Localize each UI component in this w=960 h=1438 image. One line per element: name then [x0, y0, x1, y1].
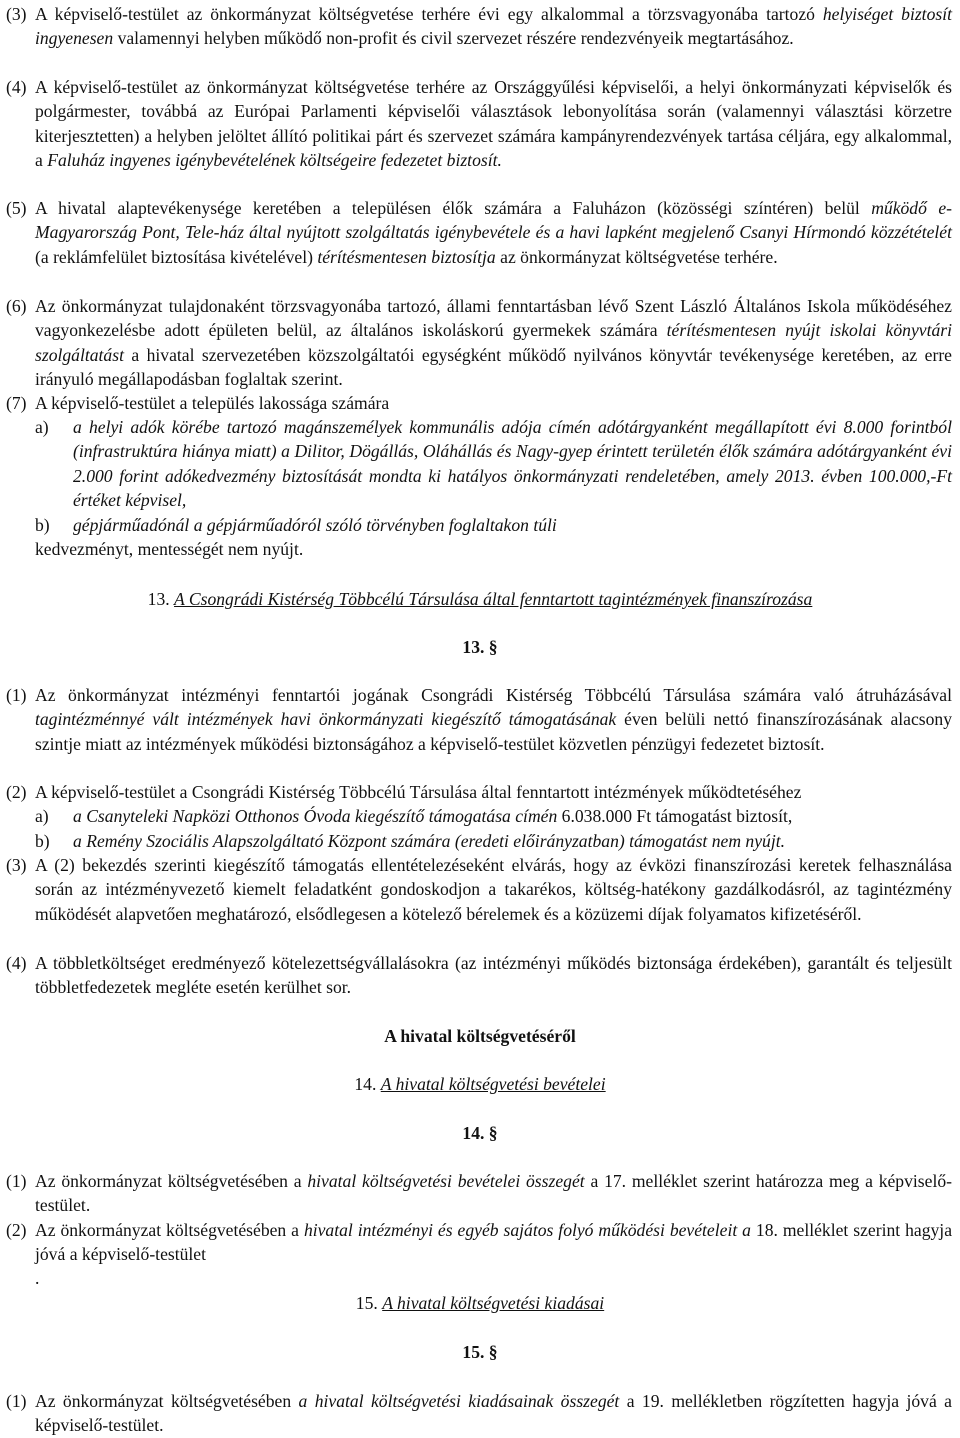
paragraph-7-tail: kedvezményt, mentességét nem nyújt. — [35, 539, 304, 559]
chapter-heading: A hivatal költségvetéséről — [384, 1026, 576, 1046]
section-15-paragraph-1: (1) Az önkormányzat költségvetésében a hivatal költségvetési kiadásainak összegét a 19. mellékletben rögzítetten hagyja jóvá a képviselő-testület. — [6, 1391, 952, 1436]
paragraph-4: (4) A képviselő-testület az önkormányzat költségvetése terhére az Országgyűlési képviselői, a helyi önkormányzati képviselők és polgármester, továbbá az Európai Parlamenti képviselői választások lebonyolítása során (valamennyi választási körzetre kiterjesztetten) a helyben jelöltet állító politikai párt és szervezet számára kampányrendezvények tartása céljára, egy alkalommal, a Faluház ingyenes igénybevételének költségeire fedezetet biztosít. — [6, 77, 952, 170]
stray-dot: . — [35, 1268, 40, 1288]
section-15-title: 15. A hivatal költségvetési kiadásai — [355, 1293, 605, 1313]
paragraph-7: (7) A képviselő-testület a település lakossága számára — [6, 391, 952, 415]
section-14-sign: 14. § — [462, 1123, 498, 1143]
paragraph-number: (3) — [6, 4, 27, 24]
section-14-paragraph-2: (2) Az önkormányzat költségvetésében a hivatal intézményi és egyéb sajátos folyó működési bevételeit a 18. melléklet szerint hagyja jóvá a képviselő-testület — [6, 1220, 952, 1265]
paragraph-number: (6) — [6, 296, 27, 316]
paragraph-number: (7) — [6, 393, 27, 413]
list-item-7a: a) a helyi adók körébe tartozó magánszemélyek kommunális adója címén adótárgyanként megállapított évi 8.000 forintból (infrastruktúra hiánya miatt) a Dilitor, Dögállás, Oláhállás és Nagy-gyep érintett területén élők számára adótárgyanként évi 2.000 forint adókedvezmény biztosítását mondta ki hatályos önkormányzati rendeletében, amely 2013. évben 100.000,-Ft értéket képvisel, — [35, 417, 952, 510]
paragraph-5: (5) A hivatal alaptevékenysége keretében a településen élők számára a Faluházon (közösségi színtéren) belül működő e-Magyarország Pont, Tele-ház által nyújtott szolgáltatás igénybevétele és a havi lapként megjelenő Csanyi Hírmondó közzétételét (a reklámfelület biztosítása kivételével) térítésmentesen biztosítja az önkormányzat költségvetése terhére. — [6, 198, 952, 267]
section-15-sign: 15. § — [462, 1342, 498, 1362]
section-13-sign: 13. § — [462, 637, 498, 657]
list-item-7b: b) gépjárműadónál a gépjárműadóról szóló törvényben foglaltakon túli — [35, 515, 557, 535]
section-13-title: 13. A Csongrádi Kistérség Többcélú Társulása által fenntartott tagintézmények finanszírozása — [147, 589, 813, 609]
section-13-paragraph-2: (2) A képviselő-testület a Csongrádi Kistérség Többcélú Társulása által fenntartott intézmények működtetéséhez — [6, 782, 802, 802]
section-13-paragraph-3: (3) A (2) bekezdés szerinti kiegészítő támogatás ellentételezéseként elvárás, hogy az évközi finanszírozási keretek felhasználása során az intézményvezető kiemelt feladatként gondoskodjon a takarékos, költség-hatékony gazdálkodásról, az tagintézmény működését alapvetően meghatározó, elsődlegesen a kötelező bérelemek és a közüzemi díjak folyamatos kifizetéséről. — [6, 855, 952, 924]
section-13-paragraph-1: (1) Az önkormányzat intézményi fenntartói jogának Csongrádi Kistérség Többcélú Társulása számára való átruházásával tagintézménnyé vált intézmények havi önkormányzati kiegészítő támogatásának éven belüli nettó finanszírozásának alacsony szintje miatt az intézmények működési biztonságához a képviselő-testület közvetlen pénzügyi fedezetet biztosít. — [6, 685, 953, 754]
section-14-paragraph-1: (1) Az önkormányzat költségvetésében a hivatal költségvetési bevételei összegét a 17. melléklet szerint határozza meg a képviselő-testület. — [6, 1171, 952, 1216]
section-14-title: 14. A hivatal költségvetési bevételei — [354, 1074, 606, 1094]
paragraph-number: (4) — [6, 77, 27, 97]
paragraph-number: (5) — [6, 198, 27, 218]
section-13-paragraph-4: (4) A többletköltséget eredményező kötelezettségvállalásokra (az intézményi működés biztonsága érdekében), garantált és teljesült többletfedezetek megléte esetén kerülhet sor. — [6, 953, 952, 998]
paragraph-3: (3) A képviselő-testület az önkormányzat költségvetése terhére évi egy alkalommal a törzsvagyonába tartozó helyiséget biztosít ingyenesen valamennyi helyben működő non-profit és civil szervezet részére rendezvényeik megtartásához. — [6, 4, 952, 49]
paragraph-6: (6) Az önkormányzat tulajdonaként törzsvagyonába tartozó, állami fenntartásban lévő Szent László Általános Iskola működéséhez vagyonkezelésbe adott épületen belül, az általános iskoláskorú gyermekek számára térítésmentesen nyújt iskolai könyvtári szolgáltatást a hivatal szervezetében közszolgáltatói egységként működő nyilvános könyvtár tevékenysége keretében, az erre irányuló megállapodásban foglaltak szerint. — [6, 296, 952, 389]
list-item-13-2b: b) a Remény Szociális Alapszolgáltató Központ számára (eredeti előirányzatban) támogatást nem nyújt. — [35, 831, 786, 851]
list-item-13-2a: a) a Csanyteleki Napközi Otthonos Óvoda kiegészítő támogatása címén 6.038.000 Ft támogatást biztosít, — [35, 806, 793, 826]
